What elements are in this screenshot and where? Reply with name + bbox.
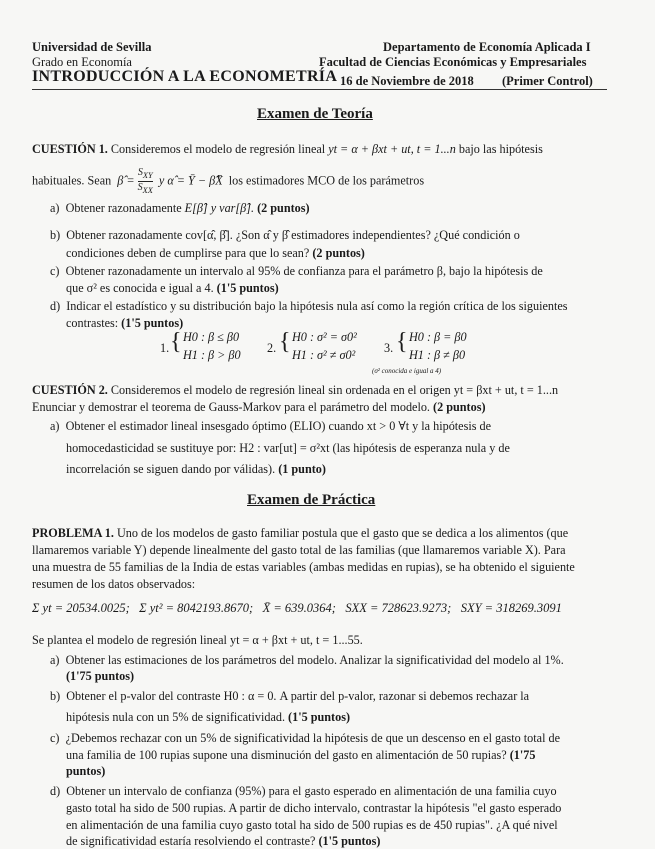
contrast-3-h0: H0 : β = β0 [409,330,467,344]
item-text: Obtener razonadamente cov[α̂, β̂]. ¿Son α̂ y β̂ estimadores independientes? ¿Qué condición o [66,228,520,242]
contrast-2-brace: { [279,329,291,355]
item-letter: c) [50,731,60,745]
degree-name: Grado en Economía [32,55,132,69]
question-2-item-a-line2: homocedasticidad se sustituye por: H2 : var[ut] = σ²xt (las hipótesis de esperanza nula y de [66,441,510,455]
contrast-2-h0: H0 : σ² = σ0² [292,330,357,344]
contrast-3-h1: H1 : β ≠ β0 [409,348,466,362]
question-2-label: CUESTIÓN 2. [32,383,108,397]
item-points: (1'5 puntos) [216,281,279,295]
item-text: Obtener un intervalo de confianza (95%) para el gasto esperado en alimentación de una familia cuyo [66,784,557,798]
stat-mean-x: X̄ = 639.0364; [262,601,336,615]
question-1-item-d [50,298,568,314]
item-text: Obtener razonadamente un intervalo al 95% de confianza para el parámetro β, bajo la hipótesis de [65,264,543,278]
exam-date: 16 de Noviembre de 2018 [340,74,474,88]
item-letter: d) [50,784,61,798]
problem-1-stats [32,600,562,616]
problem-1-item-a-points: (1'75 puntos) [66,669,135,683]
question-1-estimators-text: los estimadores MCO de los parámetros [228,173,425,188]
contrast-2 [267,340,276,356]
item-text-2: una familia de 100 rupias supone una disminución del gasto en alimentación de 50 rupias? [66,748,507,762]
item-points: (1'5 puntos) [288,710,351,724]
problem-1-item-d [50,783,557,799]
problem-1-item-d-line4 [66,833,380,849]
question-1-intro-end: bajo las hipótesis [458,142,543,156]
problem-1-line3: una muestra de 55 familias de la India de estas variables (ambas medidas en rupias), se ha obtenido el siguiente [32,560,575,574]
item-letter: c) [50,264,60,278]
question-1-item-b [50,227,520,243]
item-text-2: condiciones deben de cumplirse para que lo sean? [66,246,310,260]
problem-1-item-b [50,688,529,704]
contrast-2-h1: H1 : σ² ≠ σ0² [292,348,356,362]
question-1-item-d-cont [66,315,183,331]
question-2-text-2: Enunciar y demostrar el teorema de Gauss-Markov para el parámetro del modelo. [32,400,430,414]
control-label: (Primer Control) [502,74,593,88]
item-letter: b) [50,228,61,242]
stat-sum-y2: Σ yt² = 8042193.8670; [139,601,254,615]
problem-1-line4: resumen de los datos observados: [32,577,196,591]
question-1-intro-text: Consideremos el modelo de regresión lineal [110,142,326,156]
item-points: (1'75 [509,748,536,762]
problem-1-model: Se plantea el modelo de regresión lineal yt = α + βxt + ut, t = 1...55. [32,633,363,647]
item-text: Obtener las estimaciones de los parámetros del modelo. Analizar la significatividad del modelo al 1%. [65,653,564,667]
university-name: Universidad de Sevilla [32,40,152,54]
question-1-label: CUESTIÓN 1. [32,142,108,156]
problem-1-item-a [50,652,564,668]
problem-1-item-c [50,730,560,746]
contrast-number: 2. [267,341,277,355]
problem-1-item-d-line3: en alimentación de una familia cuyo gasto total ha sido de 500 rupias es de 450 rupias". ¿A qué nivel [66,818,558,832]
department-name: Departamento de Economía Aplicada I [383,40,591,54]
contrast-1-h1: H1 : β > β0 [183,348,241,362]
problem-1-text: Uno de los modelos de gasto familiar postula que el gasto que se dedica a los alimentos (que [116,526,569,540]
question-1-item-b-cont [66,245,365,261]
contrast-1 [160,340,169,356]
item-text-2: que σ² es conocida e igual a 4. [66,281,214,295]
contrast-1-h0: H0 : β ≤ β0 [183,330,240,344]
practice-section-title: Examen de Práctica [247,492,376,508]
question-2-line2 [32,399,486,415]
item-text: Obtener el p-valor del contraste H0 : α = 0. A partir del p-valor, razonar si debemos rechazar la [66,689,530,703]
item-text: ¿Debemos rechazar con un 5% de significatividad la hipótesis de que un descenso en el gasto total de [65,731,561,745]
stat-sum-y: Σ yt = 20534.0025; [32,601,130,615]
problem-1-label: PROBLEMA 1. [32,526,114,540]
item-points: (2 puntos) [312,246,365,260]
item-text-3: incorrelación se siguen dando por válidas). [66,462,276,476]
contrast-3 [384,340,393,356]
question-2-text: Consideremos el modelo de regresión lineal sin ordenada en el origen yt = βxt + ut, t = 1...n [110,383,559,397]
question-1-line2: habituales. Sean β̂ = $S_{XY}$ $S_{XX}$ y α̂ = Ȳ − β̂X̄ los estimadores MCO de los parámetros [32,167,425,195]
item-text: Indicar el estadístico y su distribución bajo la hipótesis nula así como la región crítica de los siguientes [66,299,568,313]
problem-1-item-b-cont [66,709,350,725]
contrast-1-brace: { [170,329,182,355]
problem-1-item-d-line2: gasto total ha sido de 500 rupias. A partir de dicho intervalo, contrastar la hipótesis "el gasto esperado [66,801,562,815]
problem-1-line2: llamaremos variable Y) depende linealmente del gasto total de las familias (que llamaremos variable X). Para [32,543,566,557]
item-points: (2 puntos) [257,201,310,215]
header-rule [32,89,607,90]
item-letter: d) [50,299,61,313]
item-text-2: hipótesis nula con un 5% de significatividad. [66,710,285,724]
stat-sxx: SXX = 728623.9273; [345,601,452,615]
question-2-item-a [50,418,491,434]
item-text: Obtener el estimador lineal insesgado óptimo (ELIO) cuando xt > 0 ∀t y la hipótesis de [65,419,492,433]
question-1-item-c [50,263,543,279]
beta-hat-formula: β̂ = $S_{XY}$ $S_{XX}$ [117,167,153,195]
item-text-2: contrastes: [66,316,119,330]
question-2-points: (2 puntos) [433,400,486,414]
question-1-intro [32,141,543,157]
problem-1-item-c-cont [66,747,535,763]
item-letter: b) [50,689,61,703]
item-points: (1'5 puntos) [121,316,184,330]
item-letter: a) [50,419,60,433]
question-1-model: yt = α + βxt + ut, t = 1...n [328,142,456,156]
question-1-item-c-cont [66,280,279,296]
question-2-line1 [32,382,558,398]
item-points: (1 punto) [278,462,326,476]
item-letter: a) [50,653,60,667]
problem-1-line1 [32,525,568,541]
faculty-name: Facultad de Ciencias Económicas y Empresariales [319,55,587,69]
contrast-3-brace: { [396,329,408,355]
question-1-item-a [50,200,310,216]
problem-1-item-c-points-2: puntos) [66,764,106,778]
stat-sxy: SXY = 318269.3091 [460,601,562,615]
contrast-number: 1. [160,341,170,355]
question-2-item-a-line3 [66,461,326,477]
item-letter: a) [50,201,60,215]
contrast-note: (σ² conocida e igual a 4) [372,367,442,375]
item-text: Obtener razonadamente [65,201,182,215]
question-1-line2-start: habituales. Sean [32,173,112,188]
item-points: (1'5 puntos) [318,834,381,848]
contrast-number: 3. [384,341,394,355]
course-title: INTRODUCCIÓN A LA ECONOMETRÍA [32,68,338,85]
item-text-4: de significatividad estaría resolviendo el contraste? [66,834,316,848]
theory-section-title: Examen de Teoría [257,106,373,122]
item-math: E[β̂] y var[β̂]. [184,201,255,215]
